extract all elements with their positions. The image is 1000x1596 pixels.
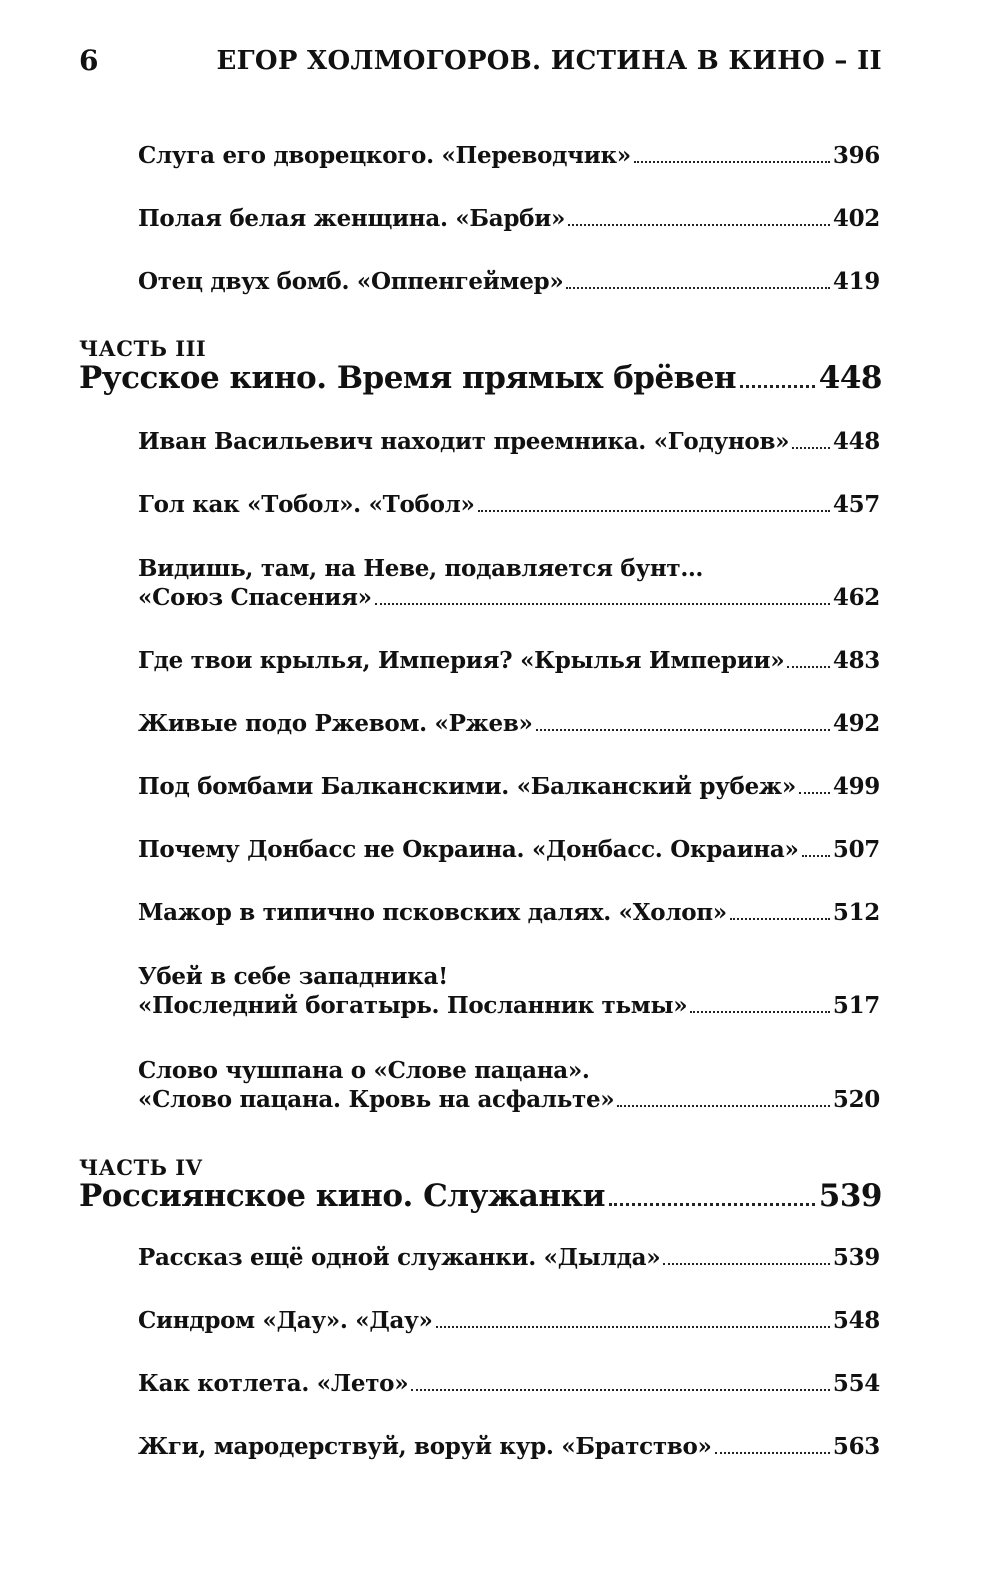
part-page: 448 — [818, 360, 882, 396]
toc-entry — [138, 1244, 880, 1271]
dot-leader — [715, 1451, 830, 1454]
dot-leader — [802, 854, 830, 857]
entry-page: 554 — [832, 1370, 880, 1397]
entry-title: Под бомбами Балканскими. «Балканский рубеж» — [138, 773, 796, 800]
toc-entry — [138, 773, 880, 800]
dot-leader — [375, 602, 830, 605]
entry-page: 512 — [832, 899, 880, 926]
toc-entry — [138, 647, 880, 674]
entry-title: Полая белая женщина. «Барби» — [138, 205, 566, 232]
dot-leader — [787, 665, 830, 668]
toc-entry — [138, 491, 880, 518]
toc-entry — [138, 836, 880, 863]
dot-leader — [536, 728, 830, 731]
dot-leader — [411, 1388, 830, 1391]
toc-entry — [138, 1433, 880, 1460]
dot-leader — [792, 446, 830, 449]
entry-title: Как котлета. «Лето» — [138, 1370, 409, 1397]
entry-page: 419 — [832, 268, 880, 295]
dot-leader — [609, 1202, 815, 1206]
part-title — [79, 360, 882, 396]
entry-title: «Союз Спасения» — [138, 584, 372, 611]
dot-leader — [730, 917, 830, 920]
entry-page: 507 — [832, 836, 880, 863]
entry-title: Слуга его дворецкого. «Переводчик» — [138, 142, 631, 169]
part-title — [79, 1178, 882, 1214]
entry-title: Жги, мародерствуй, воруй кур. «Братство» — [138, 1433, 712, 1460]
toc-entry — [138, 1056, 880, 1113]
toc-entry — [138, 710, 880, 737]
running-head: ЕГОР ХОЛМОГОРОВ. ИСТИНА В КИНО – II — [216, 46, 882, 76]
dot-leader — [799, 791, 830, 794]
entry-title: Синдром «Дау». «Дау» — [138, 1307, 433, 1334]
dot-leader — [436, 1325, 830, 1328]
entry-page: 402 — [832, 205, 880, 232]
part-page: 539 — [818, 1178, 882, 1214]
entry-page: 563 — [832, 1433, 880, 1460]
dot-leader — [566, 286, 829, 289]
toc-entry — [138, 962, 880, 1019]
dot-leader — [740, 384, 815, 388]
entry-page: 462 — [832, 584, 880, 611]
entry-page: 457 — [832, 491, 880, 518]
entry-page: 396 — [832, 142, 880, 169]
entry-page: 483 — [832, 647, 880, 674]
dot-leader — [478, 509, 830, 512]
entry-title: «Последний богатырь. Посланник тьмы» — [138, 992, 688, 1019]
entry-title: «Слово пацана. Кровь на асфальте» — [138, 1086, 615, 1113]
entry-page: 517 — [832, 992, 880, 1019]
page-header — [79, 44, 882, 84]
toc-entry — [138, 205, 880, 232]
entry-title: Иван Васильевич находит преемника. «Годунов» — [138, 428, 790, 455]
entry-title: Рассказ ещё одной служанки. «Дылда» — [138, 1244, 661, 1271]
toc-entry — [138, 1370, 880, 1397]
entry-title: Гол как «Тобол». «Тобол» — [138, 491, 475, 518]
entry-title: Отец двух бомб. «Оппенгеймер» — [138, 268, 564, 295]
dot-leader — [690, 1010, 830, 1013]
entry-title: Мажор в типично псковских далях. «Холоп» — [138, 899, 727, 926]
entry-page: 499 — [832, 773, 880, 800]
toc-entry — [138, 1307, 880, 1334]
entry-title: Где твои крылья, Империя? «Крылья Империи» — [138, 647, 785, 674]
dot-leader — [634, 160, 830, 163]
toc-entry — [138, 428, 880, 455]
entry-page: 492 — [832, 710, 880, 737]
toc-entry — [138, 899, 880, 926]
toc-entry — [138, 554, 880, 611]
toc-entry — [138, 268, 880, 295]
entry-title-line1: Убей в себе западника! — [138, 963, 448, 990]
page-number: 6 — [79, 44, 99, 77]
entry-page: 448 — [832, 428, 880, 455]
dot-leader — [568, 223, 830, 226]
entry-title-line1: Слово чушпана о «Слове пацана». — [138, 1057, 590, 1084]
dot-leader — [663, 1262, 830, 1265]
dot-leader — [617, 1104, 829, 1107]
entry-title-line1: Видишь, там, на Неве, подавляется бунт… — [138, 555, 704, 582]
part-title-text: Россиянское кино. Служанки — [79, 1178, 605, 1214]
entry-title: Живые подо Ржевом. «Ржев» — [138, 710, 533, 737]
part-title-text: Русское кино. Время прямых брёвен — [79, 360, 737, 396]
toc-entry — [138, 142, 880, 169]
entry-page: 520 — [832, 1086, 880, 1113]
entry-title: Почему Донбасс не Окраина. «Донбасс. Окраина» — [138, 836, 799, 863]
part-label: ЧАСТЬ III — [79, 336, 207, 361]
part-label: ЧАСТЬ IV — [79, 1155, 203, 1180]
entry-page: 548 — [832, 1307, 880, 1334]
entry-page: 539 — [832, 1244, 880, 1271]
